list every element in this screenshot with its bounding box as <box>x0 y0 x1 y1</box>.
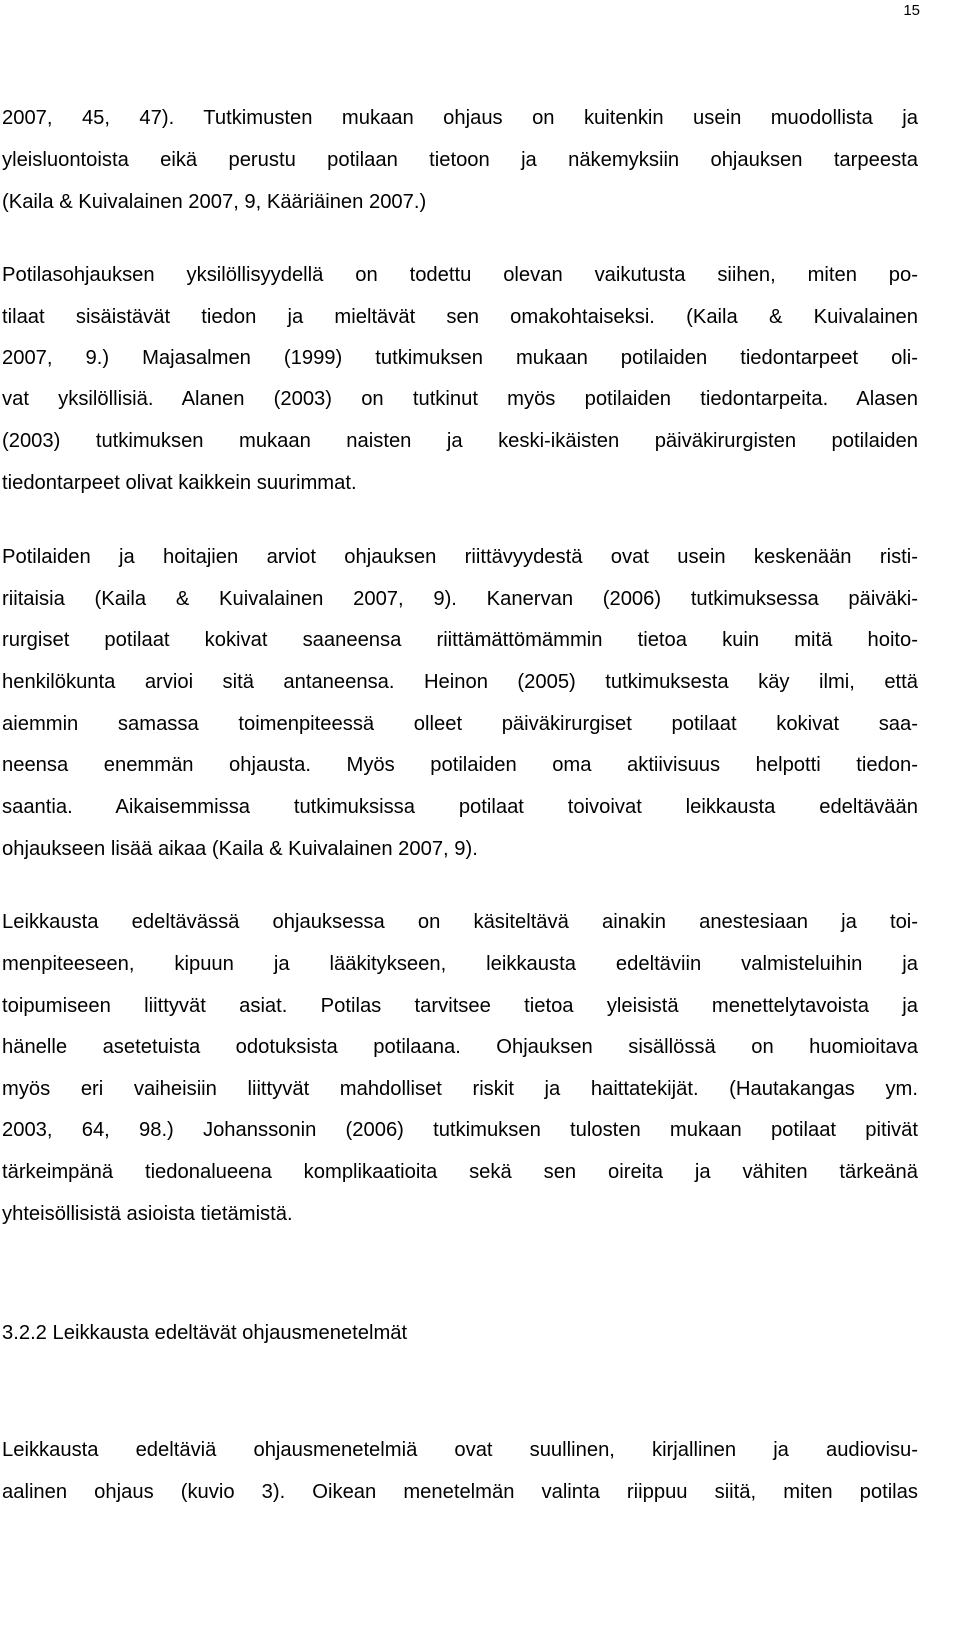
text-line: saantia. Aikaisemmissa tutkimuksissa potilaat toivoivat leikkausta edeltävään <box>2 796 918 818</box>
text-line: myös eri vaiheisiin liittyvät mahdolliset riskit ja haittatekijät. (Hautakangas ym. <box>2 1078 918 1100</box>
text-line: tilaat sisäistävät tiedon ja mieltävät sen omakohtaiseksi. (Kaila & Kuivalainen <box>2 306 918 328</box>
text-line: tiedontarpeet olivat kaikkein suurimmat. <box>2 472 357 494</box>
text-line: hänelle asetetuista odotuksista potilaana. Ohjauksen sisällössä on huomioitava <box>2 1036 918 1058</box>
text-line: (Kaila & Kuivalainen 2007, 9, Kääriäinen 2007.) <box>2 191 427 213</box>
text-line: tärkeimpänä tiedonalueena komplikaatioita sekä sen oireita ja vähiten tärkeänä <box>2 1161 918 1183</box>
text-line: Potilaiden ja hoitajien arviot ohjauksen riittävyydestä ovat usein keskenään risti- <box>2 546 918 568</box>
section-heading: 3.2.2 Leikkausta edeltävät ohjausmenetelmät <box>2 1322 408 1344</box>
text-line: henkilökunta arvioi sitä antaneensa. Heinon (2005) tutkimuksesta käy ilmi, että <box>2 671 918 693</box>
text-line: neensa enemmän ohjausta. Myös potilaiden oma aktiivisuus helpotti tiedon- <box>2 754 918 776</box>
text-line: 2007, 45, 47). Tutkimusten mukaan ohjaus on kuitenkin usein muodollista ja <box>2 107 918 129</box>
text-line: toipumiseen liittyvät asiat. Potilas tarvitsee tietoa yleisistä menettelytavoista ja <box>2 995 918 1017</box>
page-number: 15 <box>903 2 920 19</box>
text-line: vat yksilöllisiä. Alanen (2003) on tutkinut myös potilaiden tiedontarpeita. Alasen <box>2 388 918 410</box>
text-line: Leikkausta edeltävässä ohjauksessa on käsiteltävä ainakin anestesiaan ja toi- <box>2 911 918 933</box>
text-line: yhteisöllisistä asioista tietämistä. <box>2 1203 293 1225</box>
text-line: Potilasohjauksen yksilöllisyydellä on todettu olevan vaikutusta siihen, miten po- <box>2 264 918 286</box>
text-line: menpiteeseen, kipuun ja lääkitykseen, leikkausta edeltäviin valmisteluihin ja <box>2 953 918 975</box>
text-line: aiemmin samassa toimenpiteessä olleet päiväkirurgiset potilaat kokivat saa- <box>2 713 918 735</box>
text-line: aalinen ohjaus (kuvio 3). Oikean menetelmän valinta riippuu siitä, miten potilas <box>2 1481 918 1503</box>
text-line: Leikkausta edeltäviä ohjausmenetelmiä ovat suullinen, kirjallinen ja audiovisu- <box>2 1439 918 1461</box>
text-line: riitaisia (Kaila & Kuivalainen 2007, 9). Kanervan (2006) tutkimuksessa päiväki- <box>2 588 918 610</box>
text-line: 2003, 64, 98.) Johanssonin (2006) tutkimuksen tulosten mukaan potilaat pitivät <box>2 1119 918 1141</box>
text-line: 2007, 9.) Majasalmen (1999) tutkimuksen mukaan potilaiden tiedontarpeet oli- <box>2 347 918 369</box>
text-line: rurgiset potilaat kokivat saaneensa riittämättömämmin tietoa kuin mitä hoito- <box>2 629 918 651</box>
text-line: (2003) tutkimuksen mukaan naisten ja keski-ikäisten päiväkirurgisten potilaiden <box>2 430 918 452</box>
text-line: ohjaukseen lisää aikaa (Kaila & Kuivalainen 2007, 9). <box>2 838 478 860</box>
text-line: yleisluontoista eikä perustu potilaan tietoon ja näkemyksiin ohjauksen tarpeesta <box>2 149 918 171</box>
